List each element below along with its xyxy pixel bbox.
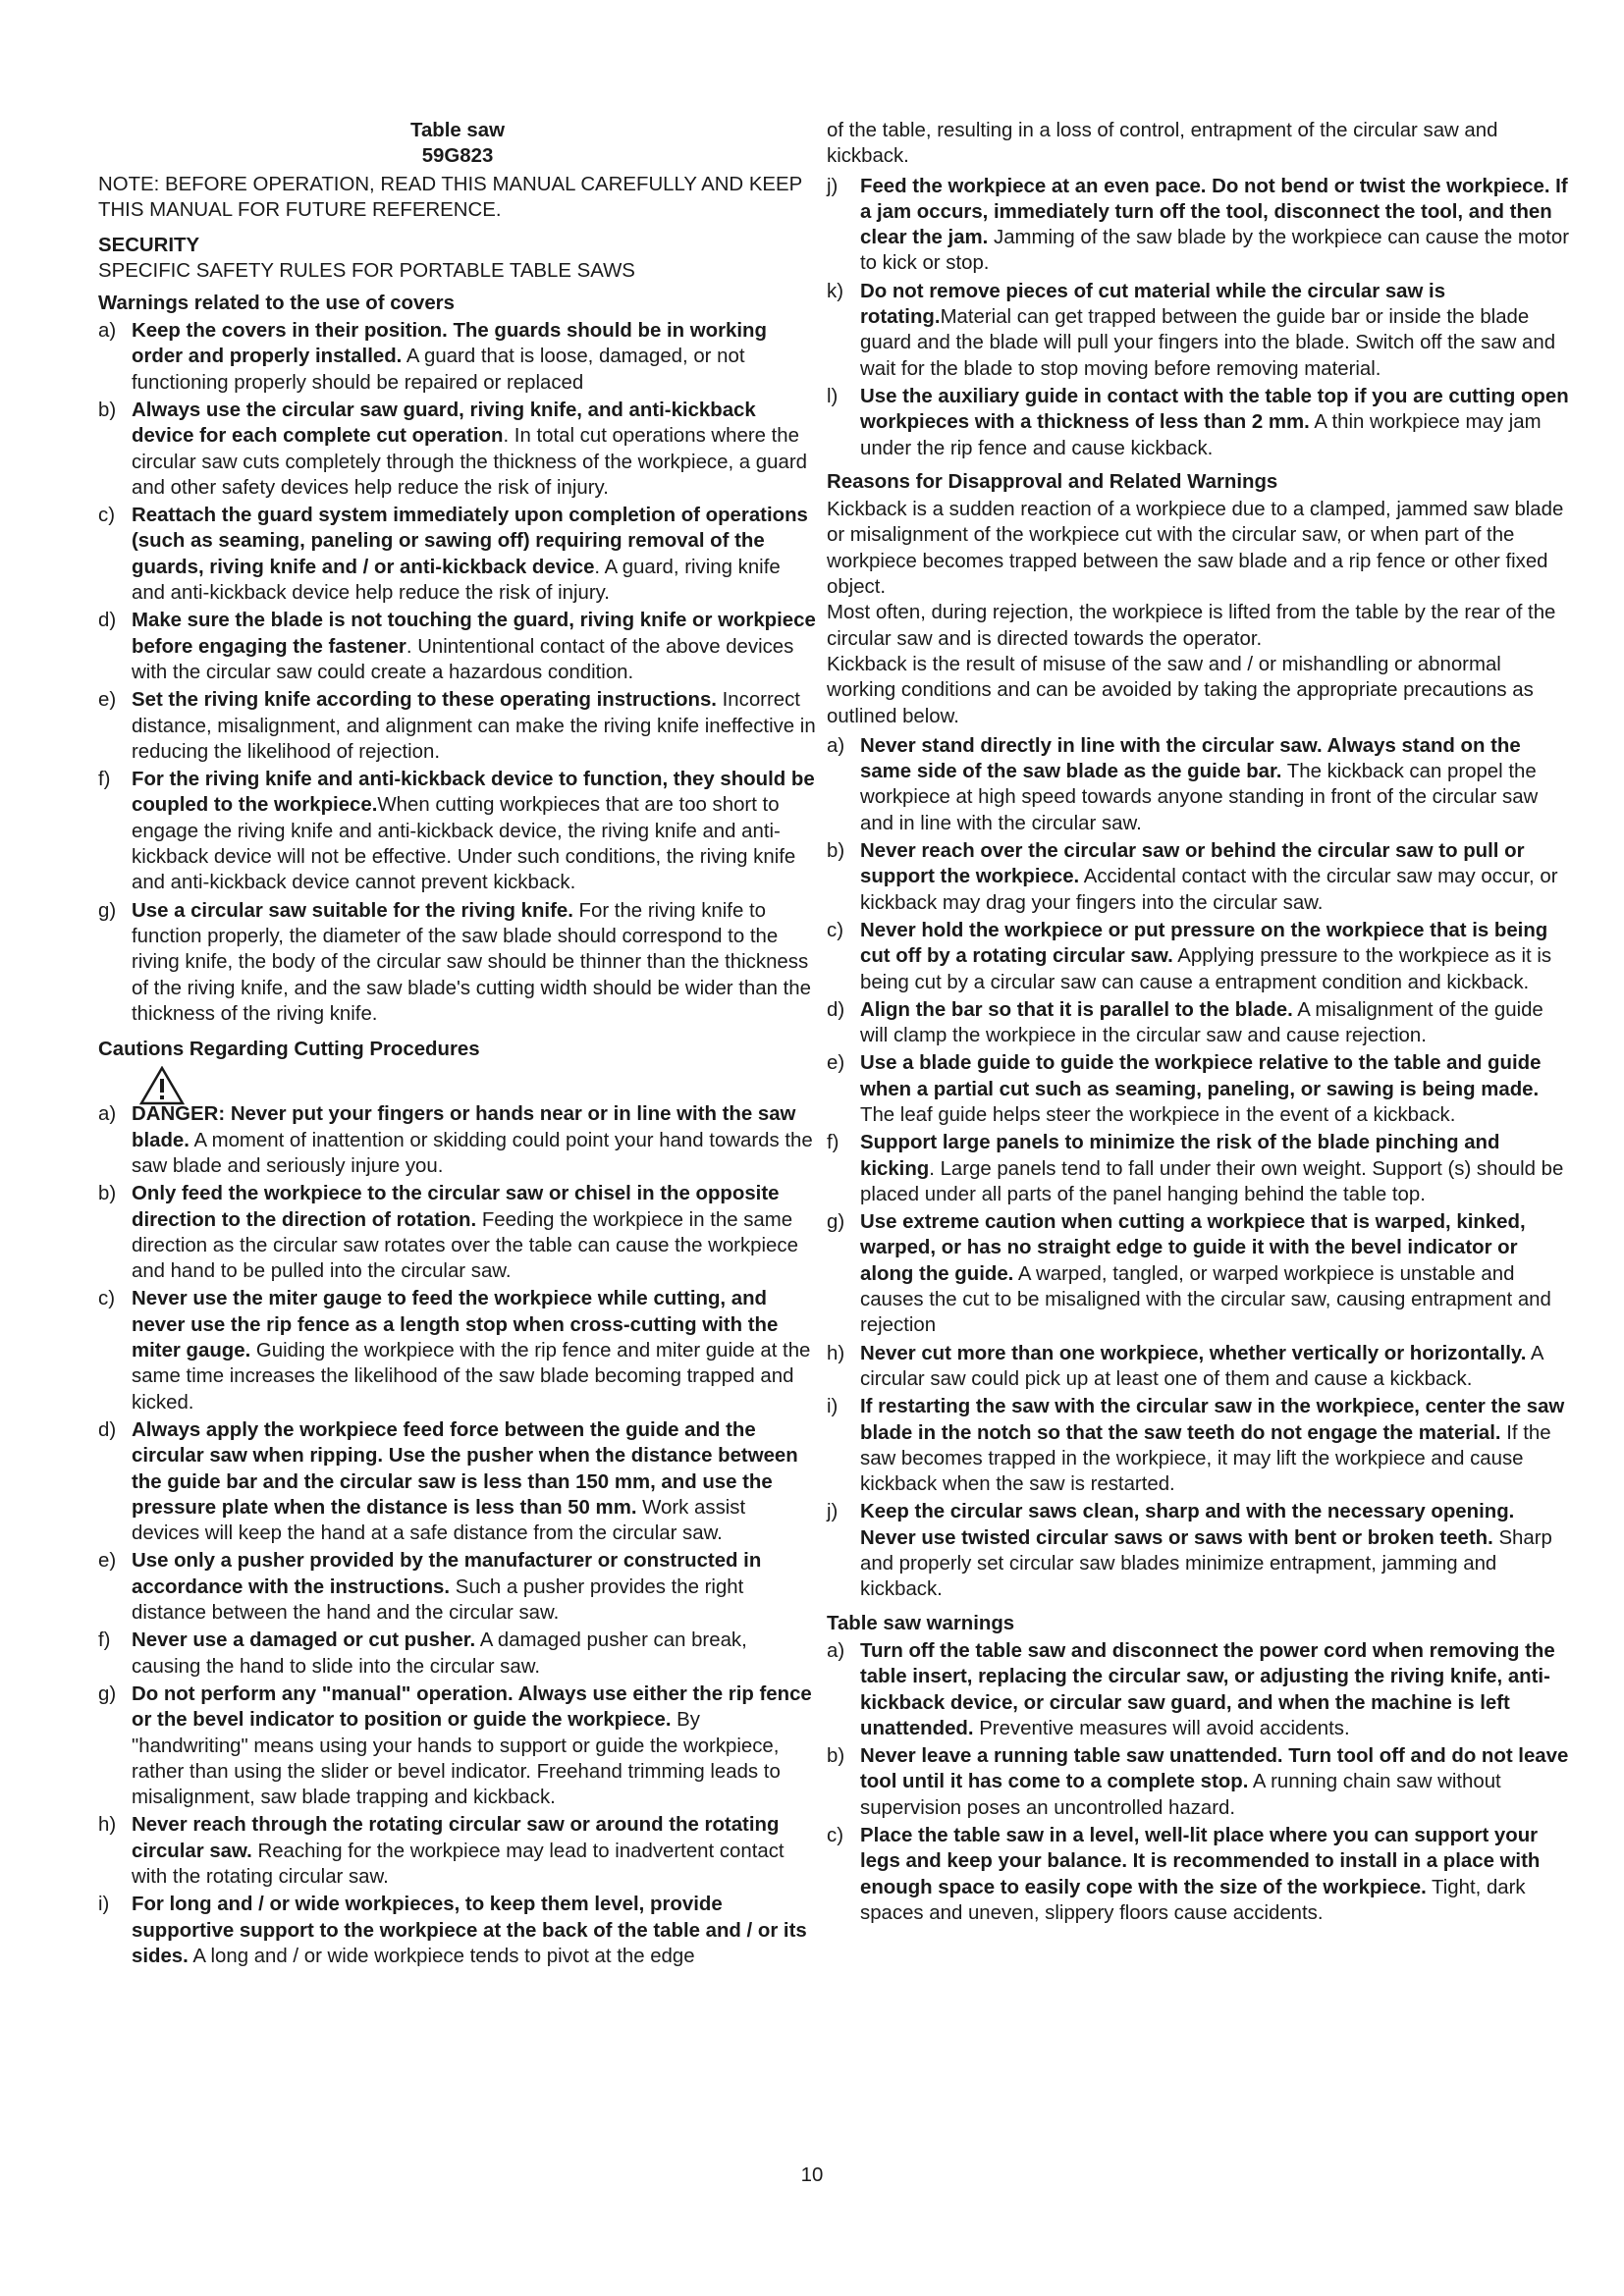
item-bold-text: Never hold the workpiece or put pressure on the workpiece that is being cut off by a rotating circular saw. bbox=[860, 919, 1548, 968]
item-letter: j) bbox=[827, 175, 839, 197]
item-letter: e) bbox=[98, 689, 117, 712]
warning-item bbox=[98, 398, 817, 501]
item-bold-text: Use only a pusher provided by the manufacturer or constructed in accordance with the instructions. bbox=[132, 1550, 762, 1598]
model-number: 59G823 bbox=[421, 145, 494, 168]
item-description: A damaged pusher can break, causing the hand to slide into the circular saw. bbox=[132, 1629, 747, 1678]
reasons-paragraph-1: Kickback is a sudden reaction of a workpiece due to a clamped, jammed saw blade or misalignment of the workpiece cut with the circular saw, or when part of the workpiece becomes trapped between the saw blade and a rip fence or other fixed object. bbox=[827, 499, 1564, 599]
item-letter: f) bbox=[827, 1132, 839, 1154]
item-letter: d) bbox=[98, 610, 117, 632]
reasons-paragraph-2: Most often, during rejection, the workpiece is lifted from the table by the rear of the circular saw and is directed towards the operator. bbox=[827, 602, 1556, 650]
item-description: A long and / or wide workpiece tends to pivot at the edge bbox=[188, 1945, 695, 1967]
item-description: For the riving knife to function properly, the diameter of the saw blade should correspond to the riving knife, the body of the circular saw should be thinner than the thickness of the riving knife, and the saw blade's cutting width should be wider than the thickness of the riving knife. bbox=[132, 899, 811, 1025]
warning-item bbox=[827, 1394, 1573, 1497]
item-letter: a) bbox=[827, 734, 845, 757]
item-description: . Large panels tend to fall under their own weight. Support (s) should be placed under all parts of the panel hanging behind the table top. bbox=[860, 1157, 1564, 1205]
item-description: Preventive measures will avoid accidents. bbox=[973, 1717, 1350, 1739]
warning-item bbox=[827, 997, 1573, 1049]
item-bold-text: Never reach through the rotating circular saw or around the rotating circular saw. bbox=[132, 1814, 780, 1862]
item-bold-text: Set the riving knife according to these operating instructions. bbox=[132, 689, 717, 712]
warning-item bbox=[98, 1286, 817, 1415]
item-letter: d) bbox=[98, 1418, 117, 1441]
item-bold-text: For long and / or wide workpieces, to keep them level, provide supportive support to the workpiece at the back of the table and / or its sides. bbox=[132, 1894, 807, 1967]
item-letter: h) bbox=[827, 1342, 845, 1364]
item-description: When cutting workpieces that are too short to engage the riving knife and anti-kickback device, the riving knife and anti-kickback device will not be effective. Under such conditions, the riving knife and anti-kickback device cannot prevent kickback. bbox=[132, 794, 796, 894]
warning-item bbox=[98, 1417, 817, 1546]
item-letter: i) bbox=[98, 1894, 110, 1916]
item-bold-text: Never use a damaged or cut pusher. bbox=[132, 1629, 476, 1652]
item-description: . In total cut operations where the circular saw cuts completely through the thickness of the workpiece, a guard and other safety devices help reduce the risk of injury. bbox=[132, 425, 807, 499]
item-bold-text: Use a circular saw suitable for the riving knife. bbox=[132, 899, 573, 922]
item-description: A misalignment of the guide will clamp the workpiece in the circular saw and cause rejection. bbox=[860, 998, 1543, 1047]
item-letter: c) bbox=[827, 919, 843, 941]
warning-item bbox=[827, 1743, 1573, 1821]
warning-item bbox=[827, 733, 1573, 836]
item-description: Reaching for the workpiece may lead to inadvertent contact with the rotating circular saw. bbox=[132, 1840, 785, 1888]
item-letter: e) bbox=[827, 1052, 845, 1075]
item-bold-text: Always apply the workpiece feed force between the guide and the circular saw when ripping. Use the pusher when the distance between the guide bar and the circular saw is less than 150 mm, and use the pressure plate when the distance is less than 50 mm. bbox=[132, 1418, 798, 1519]
warning-item bbox=[827, 279, 1573, 382]
item-letter: a) bbox=[98, 1103, 117, 1126]
warning-item bbox=[827, 1130, 1573, 1207]
security-heading: SECURITY bbox=[98, 235, 200, 257]
item-letter: d) bbox=[827, 998, 845, 1021]
warning-item bbox=[98, 1682, 817, 1810]
item-description: A moment of inattention or skidding could point your hand towards the saw blade and seriously injure you. bbox=[132, 1129, 813, 1177]
security-subheading: SPECIFIC SAFETY RULES FOR PORTABLE TABLE SAWS bbox=[98, 260, 635, 283]
item-description: . Unintentional contact of the above devices with the circular saw could create a hazardous condition. bbox=[132, 635, 794, 683]
item-description: A running chain saw without supervision poses an uncontrolled hazard. bbox=[860, 1771, 1501, 1819]
item-letter: k) bbox=[827, 280, 843, 302]
reasons-heading: Reasons for Disapproval and Related Warnings bbox=[827, 470, 1278, 493]
reasons-paragraph-3: Kickback is the result of misuse of the saw and / or mishandling or abnormal working conditions and can be avoided by taking the appropriate precautions as outlined below. bbox=[827, 653, 1534, 727]
item-bold-text: Do not remove pieces of cut material while the circular saw is rotating. bbox=[860, 280, 1446, 329]
warning-item bbox=[827, 1499, 1573, 1602]
warning-item bbox=[98, 1181, 817, 1284]
item-letter: j) bbox=[827, 1501, 839, 1523]
item-letter: l) bbox=[827, 385, 839, 407]
item-description: The kickback can propel the workpiece at high speed towards anyone standing in front of the circular saw and in line with the circular saw. bbox=[860, 761, 1539, 834]
item-description: A circular saw could pick up at least one of them and cause a kickback. bbox=[860, 1342, 1543, 1390]
page-number: 10 bbox=[800, 2164, 824, 2186]
item-description: If the saw becomes trapped in the workpiece, it may lift the workpiece and cause kickback when the saw is restarted. bbox=[860, 1421, 1551, 1496]
item-bold-text: Turn off the table saw and disconnect the power cord when removing the table insert, replacing the circular saw, or adjusting the riving knife, anti-kickback device, or circular saw guard, and when the machine is left unattended. bbox=[860, 1639, 1555, 1739]
warning-item bbox=[827, 838, 1573, 916]
warning-item bbox=[98, 687, 817, 765]
warning-triangle-icon bbox=[139, 1066, 185, 1105]
item-description: A thin workpiece may jam under the rip fence and cause kickback. bbox=[860, 411, 1542, 459]
warning-item bbox=[98, 608, 817, 685]
warning-item bbox=[827, 1209, 1573, 1338]
item-letter: g) bbox=[98, 1682, 117, 1705]
right-column bbox=[827, 118, 1573, 1928]
item-bold-text: Feed the workpiece at an even pace. Do not bend or twist the workpiece. If a jam occurs, immediately turn off the tool, disconnect the tool, and then clear the jam. bbox=[860, 175, 1568, 249]
item-letter: e) bbox=[98, 1550, 117, 1573]
item-description: Such a pusher provides the right distance between the hand and the circular saw. bbox=[132, 1575, 744, 1625]
warning-item bbox=[98, 1548, 817, 1626]
item-description: Work assist devices will keep the hand at a safe distance from the circular saw. bbox=[132, 1496, 746, 1545]
continuation-text: of the table, resulting in a loss of control, entrapment of the circular saw and kickback. bbox=[827, 120, 1498, 168]
item-bold-text: Never reach over the circular saw or behind the circular saw to pull or support the workpiece. bbox=[860, 840, 1525, 888]
table-saw-warnings-list bbox=[827, 1638, 1573, 1926]
item-letter: f) bbox=[98, 769, 111, 791]
item-letter: g) bbox=[827, 1211, 845, 1234]
item-letter: b) bbox=[98, 399, 117, 421]
item-letter: b) bbox=[827, 840, 845, 863]
item-description: By "handwriting" means using your hands to support or guide the workpiece, rather than using the slider or bevel indicator. Freehand trimming leads to misalignment, saw blade trapping and kickback. bbox=[132, 1709, 781, 1809]
item-bold-text: Support large panels to minimize the risk of the blade pinching and kicking bbox=[860, 1132, 1500, 1180]
item-letter: a) bbox=[827, 1639, 845, 1662]
item-description: Sharp and properly set circular saw blades minimize entrapment, jamming and kickback. bbox=[860, 1526, 1552, 1601]
cutting-list bbox=[98, 1101, 817, 1969]
item-bold-text: Always use the circular saw guard, riving knife, and anti-kickback device for each complete cut operation bbox=[132, 399, 756, 448]
item-bold-text: Align the bar so that it is parallel to the blade. bbox=[860, 998, 1293, 1021]
left-column bbox=[98, 118, 817, 1971]
item-bold-text: Never stand directly in line with the circular saw. Always stand on the same side of the saw blade as the guide bar. bbox=[860, 734, 1521, 783]
warning-item bbox=[98, 1812, 817, 1890]
item-bold-text: Keep the covers in their position. The guards should be in working order and properly installed. bbox=[132, 320, 767, 368]
item-description: Guiding the workpiece with the rip fence and miter guide at the same time increases the likelihood of the saw blade becoming trapped and kicked. bbox=[132, 1340, 811, 1414]
item-letter: i) bbox=[827, 1396, 839, 1418]
warning-item bbox=[98, 318, 817, 396]
item-description: The leaf guide helps steer the workpiece in the event of a kickback. bbox=[860, 1103, 1456, 1126]
cutting-heading: Cautions Regarding Cutting Procedures bbox=[98, 1039, 480, 1061]
item-bold-text: Make sure the blade is not touching the guard, riving knife or workpiece before engaging the fastener bbox=[132, 610, 816, 658]
item-bold-text: DANGER: Never put your fingers or hands near or in line with the saw blade. bbox=[132, 1103, 796, 1151]
item-letter: c) bbox=[827, 1825, 843, 1846]
warning-item bbox=[98, 1101, 817, 1179]
item-description: . A guard, riving knife and anti-kickback device help reduce the risk of injury. bbox=[132, 556, 781, 605]
covers-list bbox=[98, 318, 817, 1027]
item-bold-text: Keep the circular saws clean, sharp and with the necessary opening. Never use twisted circular saws or saws with bent or broken teeth. bbox=[860, 1501, 1515, 1549]
item-bold-text: Use the auxiliary guide in contact with the table top if you are cutting open workpieces with a thickness of less than 2 mm. bbox=[860, 385, 1569, 434]
item-description: Tight, dark spaces and uneven, slippery floors cause accidents. bbox=[860, 1876, 1526, 1924]
item-bold-text: For the riving knife and anti-kickback device to function, they should be coupled to the workpiece. bbox=[132, 769, 815, 817]
warning-item bbox=[98, 898, 817, 1027]
item-description: A warped, tangled, or warped workpiece is unstable and causes the cut to be misaligned with the circular saw, causing entrapment and rejection bbox=[860, 1262, 1551, 1337]
item-letter: a) bbox=[98, 320, 117, 343]
item-bold-text: Only feed the workpiece to the circular saw or chisel in the opposite direction to the direction of rotation. bbox=[132, 1183, 780, 1231]
warning-item bbox=[98, 503, 817, 606]
item-bold-text: If restarting the saw with the circular saw in the workpiece, center the saw blade in the notch so that the saw teeth do not engage the material. bbox=[860, 1396, 1565, 1444]
warning-item bbox=[827, 1341, 1573, 1393]
warning-item bbox=[827, 918, 1573, 995]
item-letter: c) bbox=[98, 505, 115, 527]
item-bold-text: Use a blade guide to guide the workpiece relative to the table and guide when a partial cut such as seaming, paneling, or sawing is being made. bbox=[860, 1052, 1542, 1100]
item-description: Jamming of the saw blade by the workpiece can cause the motor to kick or stop. bbox=[860, 227, 1569, 275]
item-letter: h) bbox=[98, 1814, 117, 1837]
covers-heading: Warnings related to the use of covers bbox=[98, 292, 455, 314]
note: NOTE: BEFORE OPERATION, READ THIS MANUAL CAREFULLY AND KEEP THIS MANUAL FOR FUTURE REFERENCE. bbox=[98, 173, 802, 221]
item-bold-text: Reattach the guard system immediately upon completion of operations (such as seaming, paneling or sawing off) requiring removal of the guards, riving knife and / or anti-kickback device bbox=[132, 505, 808, 578]
warning-item bbox=[827, 1823, 1573, 1926]
warning-item bbox=[827, 1638, 1573, 1741]
item-description: Accidental contact with the circular saw may occur, or kickback may drag your fingers into the circular saw. bbox=[860, 866, 1558, 914]
item-description: Incorrect distance, misalignment, and alignment can make the riving knife ineffective in reducing the likelihood of rejection. bbox=[132, 689, 816, 763]
item-letter: f) bbox=[98, 1629, 111, 1652]
warning-item bbox=[98, 1892, 817, 1969]
warning-item bbox=[827, 174, 1573, 277]
item-bold-text: Never leave a running table saw unattended. Turn tool off and do not leave tool until it has come to a complete stop. bbox=[860, 1745, 1569, 1793]
item-letter: g) bbox=[98, 899, 117, 922]
item-description: A guard that is loose, damaged, or not functioning properly should be repaired or replaced bbox=[132, 346, 745, 394]
warning-item bbox=[98, 1628, 817, 1680]
warning-item bbox=[98, 767, 817, 895]
cutting-list-continued bbox=[827, 174, 1573, 461]
item-letter: b) bbox=[98, 1183, 117, 1205]
reasons-list bbox=[827, 733, 1573, 1603]
item-bold-text: Use extreme caution when cutting a workpiece that is warped, kinked, warped, or has no straight edge to guide it with the bevel indicator or along the guide. bbox=[860, 1211, 1526, 1285]
item-letter: c) bbox=[98, 1288, 115, 1310]
item-letter: b) bbox=[827, 1745, 845, 1768]
item-description: Material can get trapped between the guide bar or inside the blade guard and the blade will pull your fingers into the blade. Switch off the saw and wait for the blade to stop moving before removing material. bbox=[860, 306, 1556, 380]
warning-item bbox=[827, 384, 1573, 461]
item-bold-text: Do not perform any "manual" operation. Always use either the rip fence or the bevel indicator to position or guide the workpiece. bbox=[132, 1682, 812, 1732]
item-description: Feeding the workpiece in the same direction as the circular saw rotates over the table can cause the workpiece and hand to be pulled into the circular saw. bbox=[132, 1208, 798, 1283]
document-title: Table saw bbox=[410, 120, 505, 141]
item-description: Applying pressure to the workpiece as it is being cut by a circular saw can cause a entrapment condition and kickback. bbox=[860, 945, 1552, 993]
item-bold-text: Place the table saw in a level, well-lit place where you can support your legs and keep your balance. It is recommended to install in a place with enough space to easily cope with the size of the workpiece. bbox=[860, 1825, 1541, 1898]
item-bold-text: Never cut more than one workpiece, whether vertically or horizontally. bbox=[860, 1342, 1527, 1364]
table-saw-warnings-heading: Table saw warnings bbox=[827, 1612, 1015, 1634]
item-bold-text: Never use the miter gauge to feed the workpiece while cutting, and never use the rip fence as a length stop when cross-cutting with the miter gauge. bbox=[132, 1288, 779, 1362]
warning-item bbox=[827, 1050, 1573, 1128]
